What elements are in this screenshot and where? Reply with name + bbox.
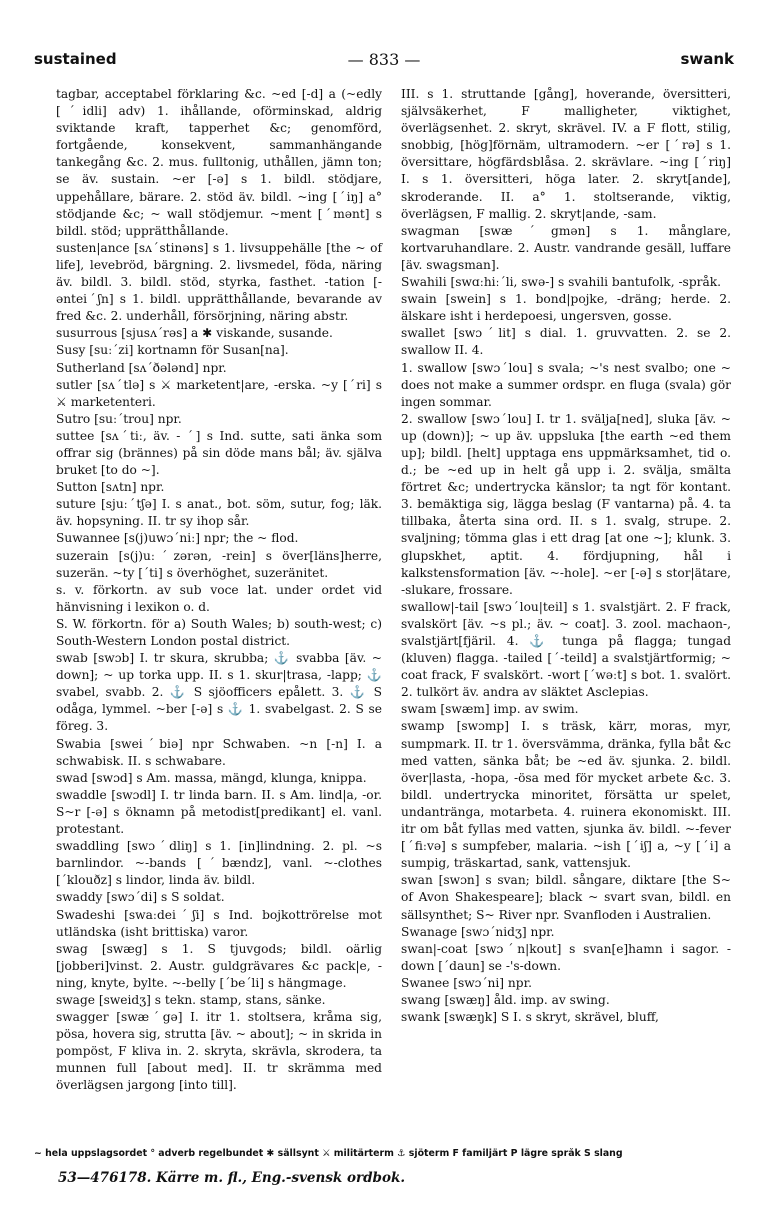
dictionary-entry: swallow|-tail [swɔˊlou|teil] s 1. svalstjärt. 2. F frack, svalskört [äv. ~s pl.; äv. ~ coat]. 3. zool. machaon-, svalstjärt[fjäril. 4. ⚓ tunga på flagga; tungad (kluven) flagga. -tailed [ˊ-teild] a svalstjärtformig; ~ coat frack, F svalskört. -wort [ˊwəːt] s bot. 1. svalört. 2. tulkört äv. andra av släktet Asclepias. <box>401 599 731 700</box>
page-header <box>34 50 734 72</box>
dictionary-entry: swamp [swɔmp] I. s träsk, kärr, moras, myr, sumpmark. II. tr 1. översvämma, dränka, fylla båt &c med vatten, sänka båt; be ~ed äv. sjunka. 2. bildl. över|lasta, -hopa, -ösa med för mycket arbete &c. 3. bildl. undertrycka minoritet, försätta ur spelet, undantränga, motarbeta. 4. ruinera ekonomiskt. III. itr om båt fyllas med vatten, sjunka äv. bildl. ~-fever [ˊfiːvə] s sumpfeber, malaria. ~ish [ˊiʃ] a, ~y [ˊi] a sumpig, träskartad, sank, vattensjuk. <box>401 719 731 871</box>
dictionary-entry: tagbar, acceptabel förklaring &c. ~ed [-d] a (~edly [ˊidli] adv) 1. ihållande, oförminskad, aldrig sviktande kraft, tapperhet &c; genomförd, fortgående, konsekvent, sammanhängande tankegång &c. 2. mus. fulltonig, uthållen, jämn ton; se äv. sustain. ~er [-ə] s 1. bildl. stödjare, uppehållare, bärare. 2. stöd äv. bildl. ~ing [ˊiŋ] a° stödjande &c; ~ wall stödjemur. ~ment [ˊmənt] s bildl. stöd; upprätthållande. <box>56 87 382 238</box>
dictionary-entry: 1. swallow [swɔˊlou] s svala; ~'s nest svalbo; one ~ does not make a summer ordspr. en fluga (svala) gör ingen sommar. <box>401 360 731 409</box>
dictionary-entry: swaddle [swɔdl] I. tr linda barn. II. s Am. lind|a, -or. S~r [-ə] s öknamn på metodist[predikant] el. vanl. protestant. <box>56 787 382 837</box>
dictionary-entry: Swanee [swɔˊni] npr. <box>401 975 532 990</box>
dictionary-entry: swagger [swæˊgə] I. itr 1. stoltsera, kråma sig, pösa, hovera sig, strutta [äv. ~ about]; ~ in skrida in pompöst, F kliva in. 2. skryta, skrävla, skrodera, ta munnen full [about med]. II. tr skrämma med överlägsen jargong [into till]. <box>56 1010 382 1093</box>
dictionary-entry: III. s 1. struttande [gång], hoverande, översitteri, självsäkerhet, F malligheter, viktighet, överlägsenhet. 2. skryt, skrävel. IV. a F flott, stilig, snobbig, [hög]förnäm, ultramodern. ~er [ˊrə] s 1. översittare, högfärdsblåsa. 2. skrävlare. ~ing [ˊriŋ] I. s 1. översitteri, höga later. 2. skryt[ande], skroderande. II. a° 1. stoltserande, viktig, överlägsen, F mallig. 2. skryt|ande, -sam. <box>401 87 731 221</box>
dictionary-entry: sutler [sʌˊtlə] s ⚔ marketent|are, -erska. ~y [ˊri] s ⚔ marketenteri. <box>56 377 382 409</box>
dictionary-entry: swaddling [swɔˊdliŋ] s 1. [in]lindning. 2. pl. ~s barnlindor. ~-bands [ˊbændz], vanl. ~-clothes [ˊklouðz] s lindor, linda äv. bildl. <box>56 839 382 888</box>
dictionary-entry: swagman [swæˊgmən] s 1. månglare, kortvaruhandlare. 2. Austr. vandrande gesäll, luffare [äv. swagsman]. <box>401 223 731 272</box>
dictionary-entry: S. W. förkortn. för a) South Wales; b) south-west; c) South-Western London postal district. <box>56 616 382 648</box>
dictionary-entry: Susy [suːˊzi] kortnamn för Susan[na]. <box>56 343 289 358</box>
dictionary-entry: suttee [sʌˊtiː, äv. - ˊ] s Ind. sutte, sati änka som offrar sig (brännes) på sin döde mans bål; äv. själva bruket [to do ~]. <box>56 428 382 478</box>
dictionary-entry: swan|-coat [swɔˊn|kout] s svan[e]hamn i sagor. -down [ˊdaun] se -'s-down. <box>401 941 731 973</box>
dictionary-entry: swan [swɔn] s svan; bildl. sångare, diktare [the S~ of Avon Shakespeare]; black ~ svart svan, bildl. en sällsynthet; S~ River npr. Svanfloden i Australien. <box>401 873 731 922</box>
dictionary-entry: suzerain [s(j)uːˊzərən, -rein] s över[läns]herre, suzerän. ~ty [ˊti] s överhöghet, suzeränitet. <box>56 548 382 580</box>
abbreviation-legend: ~ hela uppslagsordet ° adverb regelbundet ✱ sällsynt ⚔ militärterm ⚓ sjöterm F familjärt P lägre språk S slang <box>34 1148 623 1159</box>
dictionary-entry: swab [swɔb] I. tr skura, skrubba; ⚓ svabba [äv. ~ down]; ~ up torka upp. II. s 1. skur|trasa, -lapp; ⚓ svabel, svabb. 2. ⚓ S sjöofficers epålett. 3. ⚓ S odåga, lymmel. ~ber [-ə] s ⚓ 1. svabelgast. 2. S se föreg. 3. <box>56 651 382 734</box>
dictionary-entry: swag [swæg] s 1. S tjuvgods; bildl. oärlig [jobberi]vinst. 2. Austr. guldgrävares &c pack|e, -ning, knyte, bylte. ~-belly [ˊbeˊli] s hängmage. <box>56 941 382 990</box>
dictionary-entry: Swahili [swɑːhiːˊli, swə-] s svahili bantufolk, -språk. <box>401 275 721 290</box>
page-number: — 833 — <box>347 50 421 69</box>
dictionary-entry: swaddy [swɔˊdi] s S soldat. <box>56 890 225 905</box>
dictionary-entry: swank [swæŋk] S I. s skryt, skrävel, bluff, <box>401 1010 659 1025</box>
dictionary-entry: swallet [swɔˊlit] s dial. 1. gruvvatten. 2. se 2. swallow II. 4. <box>401 326 731 358</box>
dictionary-entry: Sutton [sʌtn] npr. <box>56 480 165 495</box>
header-left-guideword: sustained <box>34 50 117 68</box>
dictionary-entry: swad [swɔd] s Am. massa, mängd, klunga, knippa. <box>56 770 367 785</box>
dictionary-entry: Swanage [swɔˊnidʒ] npr. <box>401 924 555 939</box>
dictionary-entry: Sutro [suːˊtrou] npr. <box>56 411 182 426</box>
dictionary-entry: Swabia [sweiˊbiə] npr Schwaben. ~n [-n] I. a schwabisk. II. s schwabare. <box>56 736 382 768</box>
dictionary-entry: s. v. förkortn. av sub voce lat. under ordet vid hänvisning i lexikon o. d. <box>56 582 382 614</box>
dictionary-entry: Sutherland [sʌˊðələnd] npr. <box>56 360 227 375</box>
dictionary-entry: susurrous [sjusʌˊrəs] a ✱ viskande, susande. <box>56 326 333 341</box>
dictionary-entry: swang [swæŋ] åld. imp. av swing. <box>401 992 610 1007</box>
printer-signature: 53—476178. Kärre m. fl., Eng.-svensk ordbok. <box>58 1170 406 1186</box>
header-right-guideword: swank <box>680 50 734 68</box>
dictionary-entry: swage [sweidʒ] s tekn. stamp, stans, sänke. <box>56 992 326 1007</box>
left-column <box>56 86 382 1095</box>
dictionary-entry: Swadeshi [swaːdeiˊʃi] s Ind. bojkottrörelse mot utländska (isht brittiska) varor. <box>56 907 382 939</box>
dictionary-entry: 2. swallow [swɔˊlou] I. tr 1. svälja[ned], sluka [äv. ~ up (down)]; ~ up äv. uppsluka [the earth ~ed them up]; bildl. [helt] upptaga ens uppmärksamhet, tid o. d.; be ~ed up in helt gå upp i. 2. svälja, smälta förtret &c; undertrycka känslor; ta ngt för kontant. 3. bemäktiga sig, lägga beslag (F vantarna) på. 4. ta tillbaka, återta sina ord. II. s 1. svalg, strupe. 2. svaljning; tömma glas i ett drag [at one ~]; klunk. 3. glupskhet, aptit. 4. fördjupning, hål i kalkstensformation [äv. ~-hole]. ~er [-ə] s stor|ätare, -slukare, frossare. <box>401 411 731 597</box>
dictionary-entry: swam [swæm] imp. av swim. <box>401 702 579 717</box>
dictionary-entry: suture [sjuːˊtʃə] I. s anat., bot. söm, sutur, fog; läk. äv. hopsyning. II. tr sy ihop sår. <box>56 497 382 529</box>
dictionary-entry: Suwannee [s(j)uwɔˊniː] npr; the ~ flod. <box>56 531 299 546</box>
dictionary-entry: susten|ance [sʌˊstinəns] s 1. livsuppehälle [the ~ of life], levebröd, bärgning. 2. livsmedel, föda, näring äv. bildl. 3. bildl. stöd, styrka, fasthet. -tation [-ənteiˊʃn] s 1. bildl. upprätthållande, bevarande av fred &c. 2. underhåll, försörjning, näring abstr. <box>56 240 382 324</box>
right-column <box>401 86 731 1026</box>
dictionary-entry: swain [swein] s 1. bond|pojke, -dräng; herde. 2. älskare isht i herdepoesi, ungersven, gosse. <box>401 292 731 324</box>
